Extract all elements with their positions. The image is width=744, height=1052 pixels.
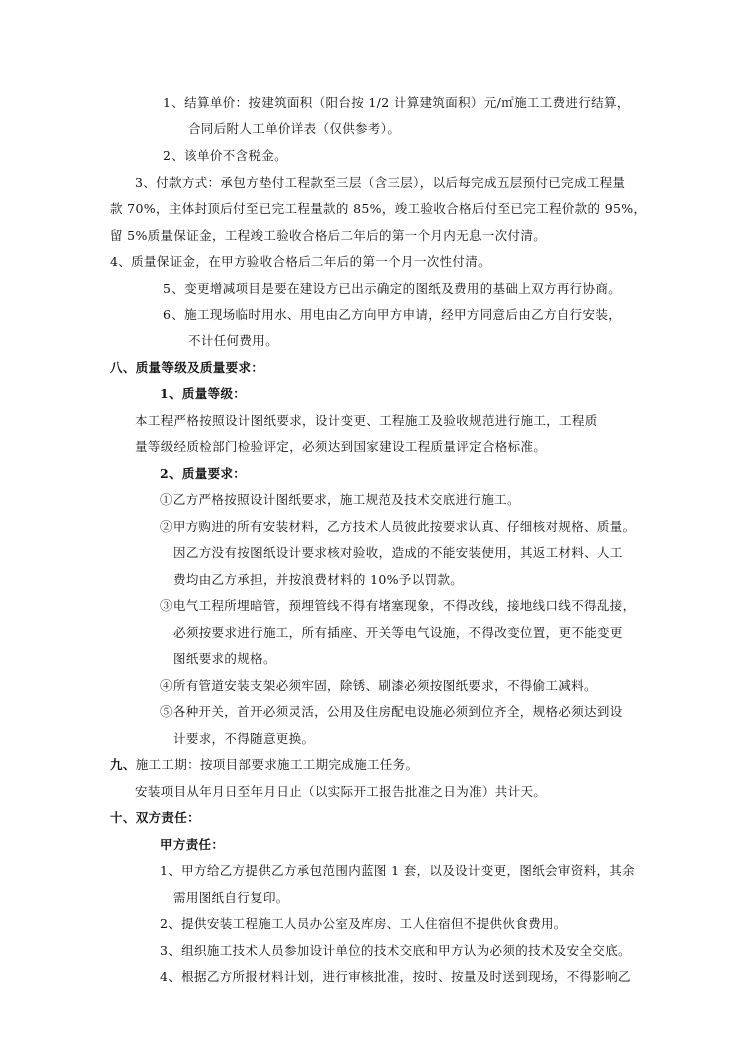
text-line: 因乙方没有按图纸设计要求核对验收，造成的不能安装使用，其返工材料、人工 — [173, 545, 623, 560]
text-line: 4、根据乙方所报材料计划，进行审核批准，按时、按量及时送到现场，不得影响乙 — [160, 969, 631, 984]
section-9-line — [110, 757, 418, 773]
text-line: 本工程严格按照设计图纸要求，设计变更、工程施工及验收规范进行施工，工程质 — [135, 413, 598, 428]
text-line: 5、变更增减项目是要在建设方已出示确定的图纸及费用的基础上双方再行协商。 — [163, 281, 622, 296]
text-line: 3、付款方式：承包方垫付工程款至三层（含三层），以后每完成五层预付已完成工程量 — [135, 175, 626, 190]
text-line: 费均由乙方承担，并按浪费材料的 10%予以罚款。 — [173, 572, 464, 587]
text-line: ④所有管道安装支架必须牢固，除锈、刷漆必须按图纸要求，不得偷工减料。 — [160, 678, 597, 693]
section-9-text: 施工工期：按项目部要求施工工期完成施工任务。 — [135, 757, 419, 772]
text-line: ②甲方购进的所有安装材料，乙方技术人员彼此按要求认真、仔细核对规格、质量。 — [160, 519, 636, 534]
text-line: 量等级经质检部门检验评定，必须达到国家建设工程质量评定合格标准。 — [135, 439, 547, 454]
text-line: 计要求，不得随意更换。 — [173, 731, 315, 746]
text-line: 1、甲方给乙方提供乙方承包范围内蓝图 1 套，以及设计变更，图纸会审资料，其余 — [160, 863, 636, 878]
text-line: 3、组织施工技术人员参加设计单位的技术交底和甲方认为必须的技术及安全交底。 — [160, 943, 631, 958]
text-line: 需用图纸自行复印。 — [173, 890, 289, 905]
text-line: 4、质量保证金，在甲方验收合格后二年后的第一个月一次性付清。 — [110, 254, 491, 269]
subsection-heading: 2、质量要求： — [160, 466, 247, 481]
text-line: ⑤各种开关，首开必须灵活，公用及住房配电设施必须到位齐全，规格必须达到设 — [160, 704, 623, 719]
text-line: 合同后附人工单价详表（仅供参考）。 — [188, 121, 401, 136]
text-line: 安装项目从年月日至年月日止（以实际开工报告批准之日为准）共计天。 — [135, 784, 547, 799]
section-heading-8: 八、质量等级及质量要求： — [110, 360, 265, 375]
section-heading-10: 十、双方责任： — [110, 810, 200, 825]
text-line: ①乙方严格按照设计图纸要求，施工规范及技术交底进行施工。 — [160, 492, 520, 507]
text-line: 2、该单价不含税金。 — [163, 148, 287, 163]
text-line: 留 5%质量保证金，工程竣工验收合格后二年后的第一个月内无息一次付清。 — [110, 228, 547, 243]
text-line: 款 70%，主体封顶后付至已完工程量款的 85%，竣工验收合格后付至已完工程价款的 95%， — [110, 201, 647, 216]
text-line: 6、施工现场临时用水、用电由乙方向甲方申请，经甲方同意后由乙方自行安装， — [163, 307, 622, 322]
text-line: 必须按要求进行施工，所有插座、开关等电气设施，不得改变位置，更不能变更 — [173, 625, 623, 640]
text-line: 不计任何费用。 — [188, 333, 278, 348]
text-line: 2、提供安装工程施工人员办公室及库房、工人住宿但不提供伙食费用。 — [160, 916, 567, 931]
text-line: 1、结算单价：按建筑面积（阳台按 1/2 计算建筑面积）元/㎡施工工费进行结算， — [163, 95, 630, 110]
text-line: 图纸要求的规格。 — [173, 651, 276, 666]
section-heading-9: 九、 — [110, 757, 136, 772]
subsection-heading: 1、质量等级： — [160, 386, 247, 401]
subsection-heading: 甲方责任： — [160, 837, 225, 852]
text-line: ③电气工程所埋暗管，预埋管线不得有堵塞现象，不得改线，接地线口线不得乱接， — [160, 598, 636, 613]
